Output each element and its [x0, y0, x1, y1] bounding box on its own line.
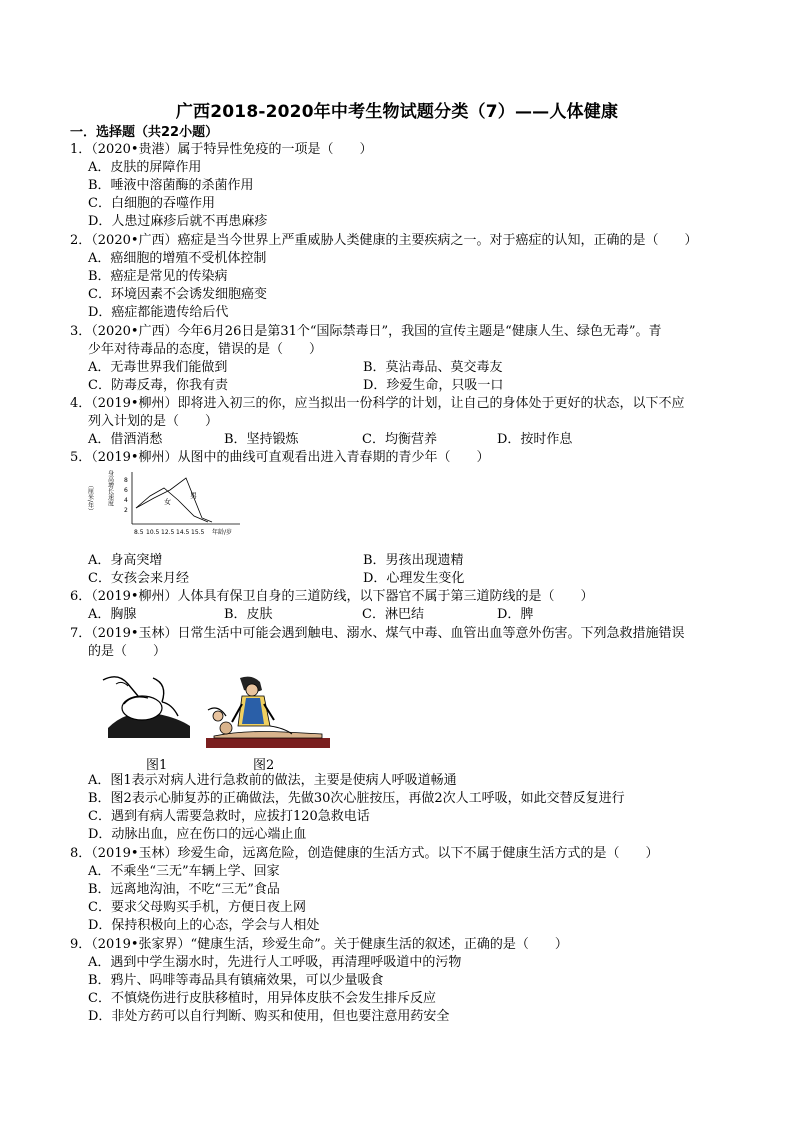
question-4-option-b: B．坚持锻炼: [224, 432, 299, 447]
question-7-option-b: B．图2表示心肺复苏的正确做法，先做30次心脏按压，再做2次人工呼吸，如此交替反复进行: [88, 791, 625, 806]
question-4-option-d: D．按时作息: [497, 432, 573, 447]
question-2-option-b: B．癌症是常见的传染病: [88, 269, 228, 284]
question-2-stem: 2．（2020•广西）癌症是当今世界上严重威胁人类健康的主要疾病之一。对于癌症的认知，正确的是（ ）: [70, 233, 698, 248]
question-1-stem: 1．（2020•贵港）属于特异性免疫的一项是（ ）: [70, 142, 373, 157]
question-6-stem: 6．（2019•柳州）人体具有保卫自身的三道防线，以下器官不属于第三道防线的是（ ）: [70, 589, 594, 604]
figure-2-caption: 图2: [253, 758, 275, 773]
figure-y-tick-8: 8: [124, 477, 128, 484]
question-2-option-c: C．环境因素不会诱发细胞癌变: [88, 287, 267, 302]
question-9-option-b: B．鸦片、吗啡等毒品具有镇痛效果，可以少量吸食: [88, 973, 384, 988]
question-3-option-c: C．防毒反毒，你我有责: [88, 378, 228, 393]
growth-velocity-figure: [86, 468, 250, 544]
question-6-option-a: A．胸腺: [88, 607, 137, 622]
question-6-option-d: D．脾: [497, 607, 534, 622]
figure-1-airway-image: [98, 664, 198, 750]
question-6-option-c: C．淋巴结: [362, 607, 424, 622]
question-7-option-c: C．遇到有病人需要急救时，应拔打120急救电话: [88, 809, 370, 824]
question-4-stem-line-2: 列入计划的是（ ）: [88, 414, 219, 429]
question-6-option-b: B．皮肤: [224, 607, 273, 622]
question-1-option-d: D．人患过麻疹后就不再患麻疹: [88, 214, 268, 229]
figure-x-tick-14-5: 14.5: [176, 529, 190, 536]
figure-1-caption: 图1: [146, 758, 168, 773]
question-3-option-b: B．莫沾毒品、莫交毒友: [363, 360, 503, 375]
figure-label-boy: 男: [190, 492, 197, 500]
figure-y-unit: （厘米/年）: [86, 482, 94, 515]
question-4-option-c: C．均衡营养: [362, 432, 437, 447]
question-7-stem-line-2: 的是（ ）: [88, 644, 167, 659]
figure-x-tick-10-5: 10.5: [146, 529, 160, 536]
section-heading: 一．选择题（共22小题）: [70, 125, 219, 140]
figure-x-tick-8-5: 8.5: [134, 529, 144, 536]
question-7-option-d: D．动脉出血，应在伤口的远心端止血: [88, 827, 307, 842]
figure-y-label: 身高增长速度: [106, 470, 114, 506]
question-2-option-a: A．癌细胞的增殖不受机体控制: [88, 251, 267, 266]
figure-x-label: 年龄/岁: [212, 529, 233, 536]
figure-y-tick-2: 2: [124, 507, 128, 514]
question-1-option-a: A．皮肤的屏障作用: [88, 160, 202, 175]
figure-curve-boy: [136, 478, 212, 522]
question-7-stem-line-1: 7．（2019•玉林）日常生活中可能会遇到触电、溺水、煤气中毒、血管出血等意外伤害。下列急救措施错误: [70, 626, 685, 641]
question-5-option-c: C．女孩会来月经: [88, 571, 189, 586]
question-9-option-d: D．非处方药可以自行判断、购买和使用，但也要注意用药安全: [88, 1009, 450, 1024]
question-9-option-a: A．遇到中学生溺水时，先进行人工呼吸，再清理呼吸道中的污物: [88, 955, 462, 970]
question-8-option-c: C．要求父母购买手机，方便日夜上网: [88, 900, 306, 915]
figure-label-girl: 女: [164, 498, 171, 506]
question-7-option-a: A．图1表示对病人进行急救前的做法，主要是使病人呼吸道畅通: [88, 773, 457, 788]
question-5-option-b: B．男孩出现遗精: [363, 553, 464, 568]
figure-2-cpr-image: [204, 676, 334, 752]
figure-x-tick-12-5: 12.5: [161, 529, 175, 536]
question-3-option-d: D．珍爱生命，只吸一口: [363, 378, 504, 393]
question-4-stem-line-1: 4．（2019•柳州）即将进入初三的你，应当拟出一份科学的计划，让自己的身体处于更好的状态，以下不应: [70, 396, 685, 411]
question-8-stem: 8．（2019•玉林）珍爱生命，远离危险，创造健康的生活方式。以下不属于健康生活方式的是（ ）: [70, 846, 659, 861]
question-9-option-c: C．不慎烧伤进行皮肤移植时，用异体皮肤不会发生排斥反应: [88, 991, 436, 1006]
question-8-option-d: D．保持积极向上的心态，学会与人相处: [88, 918, 320, 933]
question-3-option-a: A．无毒世界我们能做到: [88, 360, 228, 375]
question-1-option-b: B．唾液中溶菌酶的杀菌作用: [88, 178, 254, 193]
question-3-stem-line-2: 少年对待毒品的态度，错误的是（ ）: [88, 342, 323, 357]
question-4-option-a: A．借酒消愁: [88, 432, 163, 447]
question-2-option-d: D．癌症都能遗传给后代: [88, 305, 229, 320]
page-title: 广西2018-2020年中考生物试题分类（7）——人体健康: [175, 102, 619, 122]
figure-y-tick-6: 6: [124, 487, 128, 494]
question-8-option-b: B．远离地沟油，不吃“三无”食品: [88, 882, 280, 897]
question-8-option-a: A．不乘坐“三无”车辆上学、回家: [88, 864, 280, 879]
question-3-stem-line-1: 3．（2020•广西）今年6月26日是第31个“国际禁毒日”，我国的宣传主题是“健康人生、绿色无毒”。青: [70, 324, 662, 339]
question-5-stem: 5．（2019•柳州）从图中的曲线可直观看出进入青春期的青少年（ ）: [70, 450, 490, 465]
question-5-option-d: D．心理发生变化: [363, 571, 465, 586]
question-5-option-a: A．身高突增: [88, 553, 163, 568]
figure-y-tick-4: 4: [124, 497, 128, 504]
figure-x-tick-15-5: 15.5: [191, 529, 205, 536]
question-1-option-c: C．白细胞的吞噬作用: [88, 196, 215, 211]
question-9-stem: 9．（2019•张家界）“健康生活，珍爱生命”。关于健康生活的叙述，正确的是（ ）: [70, 937, 568, 952]
